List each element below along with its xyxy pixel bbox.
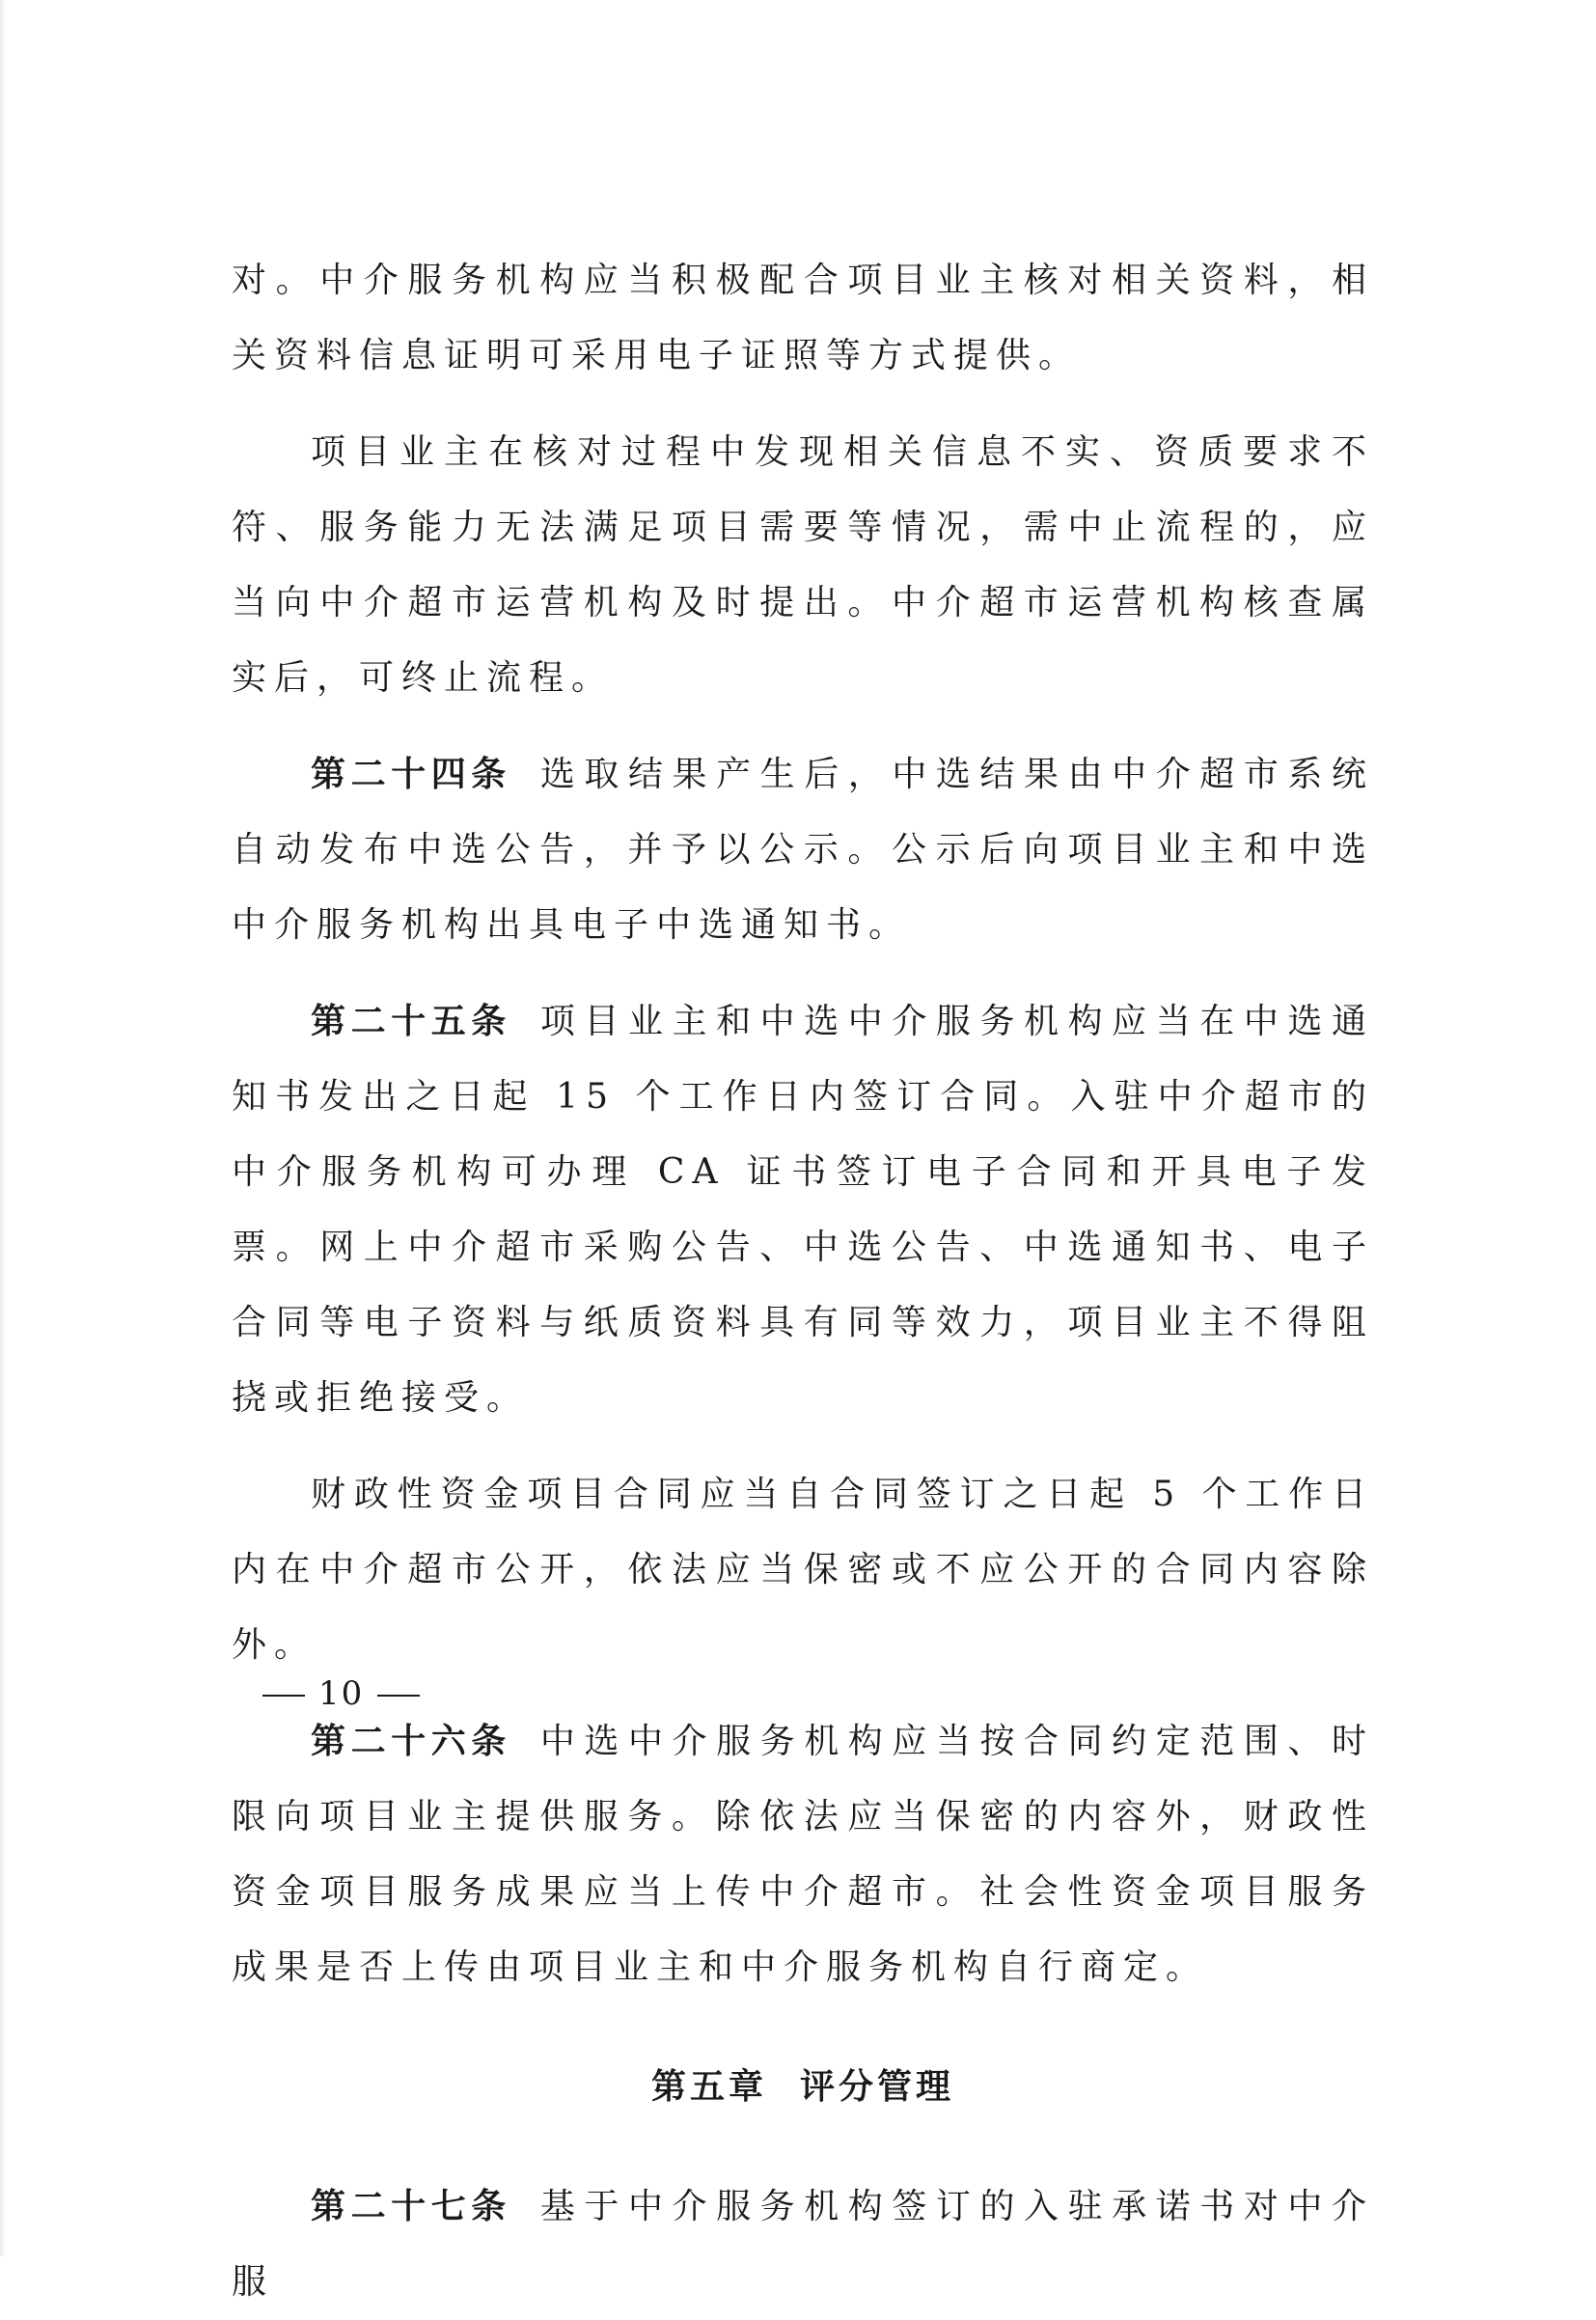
chapter-title: 评分管理 [800,2067,955,2107]
chapter-heading [232,2050,1374,2125]
paragraph [232,1457,1374,1683]
article-text: 选取结果产生后，中选结果由中介超市系统自动发布中选公告，并予以公示。公示后向项目业主和中选中介服务机构出具电子中选通知书。 [232,755,1374,945]
article-number: 第二十四条 [311,755,511,794]
article-24 [232,737,1374,963]
article-26 [232,1704,1374,2005]
paragraph-continued [232,243,1374,394]
article-number: 第二十五条 [311,1002,511,1041]
article-text: 基于中介服务机构签订的入驻承诺书对中介服 [232,2187,1374,2302]
dash-right [377,1695,420,1697]
paragraph [232,415,1374,716]
dash-left [262,1695,305,1697]
article-text: 中选中介服务机构应当按合同约定范围、时限向项目业主提供服务。除依法应当保密的内容外，财政性资金项目服务成果应当上传中介超市。社会性资金项目服务成果是否上传由项目业主和中介服务机构自行商定。 [232,1722,1374,1987]
article-number: 第二十六条 [311,1722,511,1761]
article-number: 第二十七条 [311,2187,511,2226]
article-25 [232,984,1374,1436]
article-27 [232,2169,1374,2320]
scan-edge-shadow [0,0,6,2256]
article-text: 项目业主和中选中介服务机构应当在中选通知书发出之日起 15 个工作日内签订合同。入驻中介超市的中介服务机构可办理 CA 证书签订电子合同和开具电子发票。网上中介超市采购公告、中选公告、中选通知书、电子合同等电子资料与纸质资料具有同等效力，项目业主不得阻挠或拒绝接受。 [232,1002,1374,1418]
chapter-number: 第五章 [650,2067,767,2107]
paragraph-text: 项目业主在核对过程中发现相关信息不实、资质要求不符、服务能力无法满足项目需要等情况，需中止流程的，应当向中介超市运营机构及时提出。中介超市运营机构核查属实后，可终止流程。 [232,432,1374,698]
document-body [232,243,1374,2320]
page-footer [249,1674,433,1713]
paragraph-text: 财政性资金项目合同应当自合同签订之日起 5 个工作日内在中介超市公开，依法应当保密或不应公开的合同内容除外。 [232,1475,1374,1665]
page-number: 10 [318,1674,365,1713]
paragraph-text: 对。中介服务机构应当积极配合项目业主核对相关资料，相关资料信息证明可采用电子证照等方式提供。 [232,261,1374,375]
